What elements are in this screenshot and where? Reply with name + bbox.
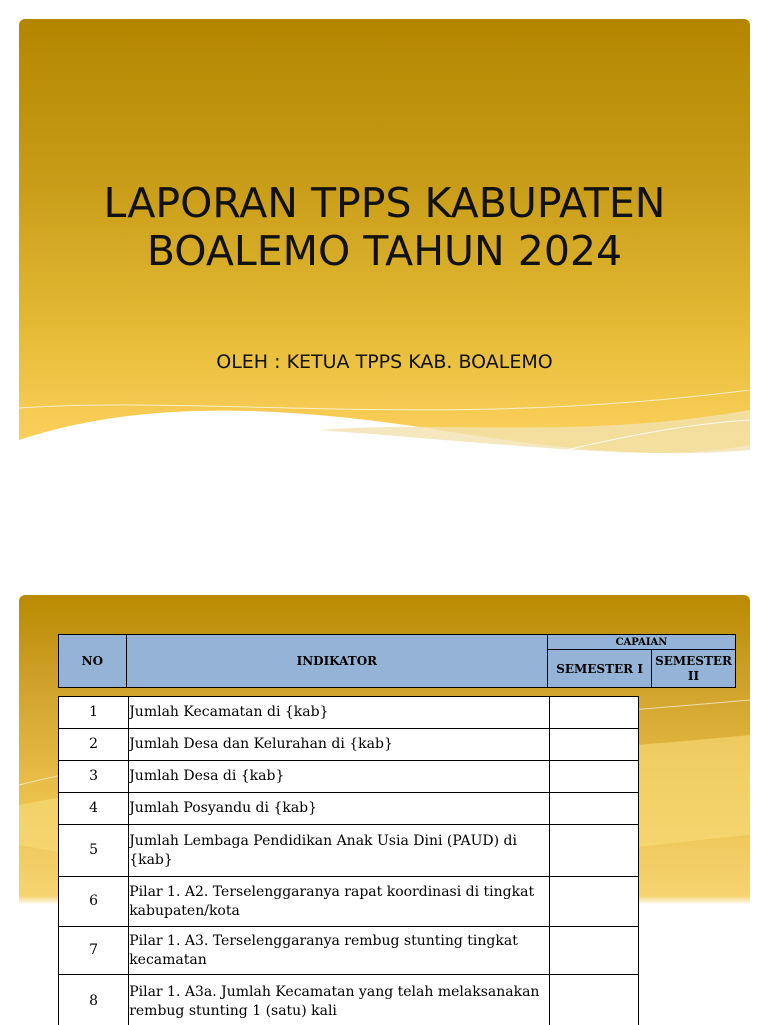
row-number: 7 — [59, 927, 129, 975]
table-slide — [19, 595, 750, 1025]
row-value-cell — [550, 877, 639, 927]
title-slide — [19, 19, 750, 500]
wave-decoration — [19, 390, 750, 500]
row-number: 6 — [59, 877, 129, 927]
row-indikator: Pilar 1. A3a. Jumlah Kecamatan yang telah melaksanakan rembug stunting 1 (satu) kali — [129, 975, 550, 1025]
row-value-cell — [550, 697, 639, 729]
row-value-cell — [550, 927, 639, 975]
row-number: 8 — [59, 975, 129, 1025]
row-indikator: Jumlah Lembaga Pendidikan Anak Usia Dini (PAUD) di {kab} — [129, 825, 550, 877]
table-row — [59, 761, 639, 793]
table-row — [59, 975, 639, 1025]
row-number: 5 — [59, 825, 129, 877]
row-value-cell — [550, 761, 639, 793]
row-indikator: Jumlah Posyandu di {kab} — [129, 793, 550, 825]
row-number: 1 — [59, 697, 129, 729]
header-capaian: CAPAIAN — [548, 635, 736, 650]
slide-subtitle: OLEH : KETUA TPPS KAB. BOALEMO — [19, 351, 750, 373]
table-row — [59, 697, 639, 729]
indicator-table — [58, 696, 639, 1025]
row-value-cell — [550, 729, 639, 761]
header-indikator: INDIKATOR — [126, 635, 547, 688]
table-row — [59, 793, 639, 825]
row-value-cell — [550, 975, 639, 1025]
table-row — [59, 927, 639, 975]
header-semester-2: SEMESTER II — [652, 650, 736, 688]
row-indikator: Pilar 1. A2. Terselenggaranya rapat koordinasi di tingkat kabupaten/kota — [129, 877, 550, 927]
row-indikator: Jumlah Desa di {kab} — [129, 761, 550, 793]
row-value-cell — [550, 793, 639, 825]
row-value-cell — [550, 825, 639, 877]
header-semester-1: SEMESTER I — [548, 650, 652, 688]
slide-title — [19, 179, 750, 275]
row-indikator: Jumlah Desa dan Kelurahan di {kab} — [129, 729, 550, 761]
table-row — [59, 729, 639, 761]
header-no: NO — [59, 635, 127, 688]
table-header — [58, 634, 736, 688]
row-number: 4 — [59, 793, 129, 825]
table-row — [59, 825, 639, 877]
table-row — [59, 877, 639, 927]
row-indikator: Jumlah Kecamatan di {kab} — [129, 697, 550, 729]
row-number: 3 — [59, 761, 129, 793]
title-line-1: LAPORAN TPPS KABUPATEN — [19, 179, 750, 227]
row-indikator: Pilar 1. A3. Terselenggaranya rembug stunting tingkat kecamatan — [129, 927, 550, 975]
row-number: 2 — [59, 729, 129, 761]
title-line-2: BOALEMO TAHUN 2024 — [19, 227, 750, 275]
